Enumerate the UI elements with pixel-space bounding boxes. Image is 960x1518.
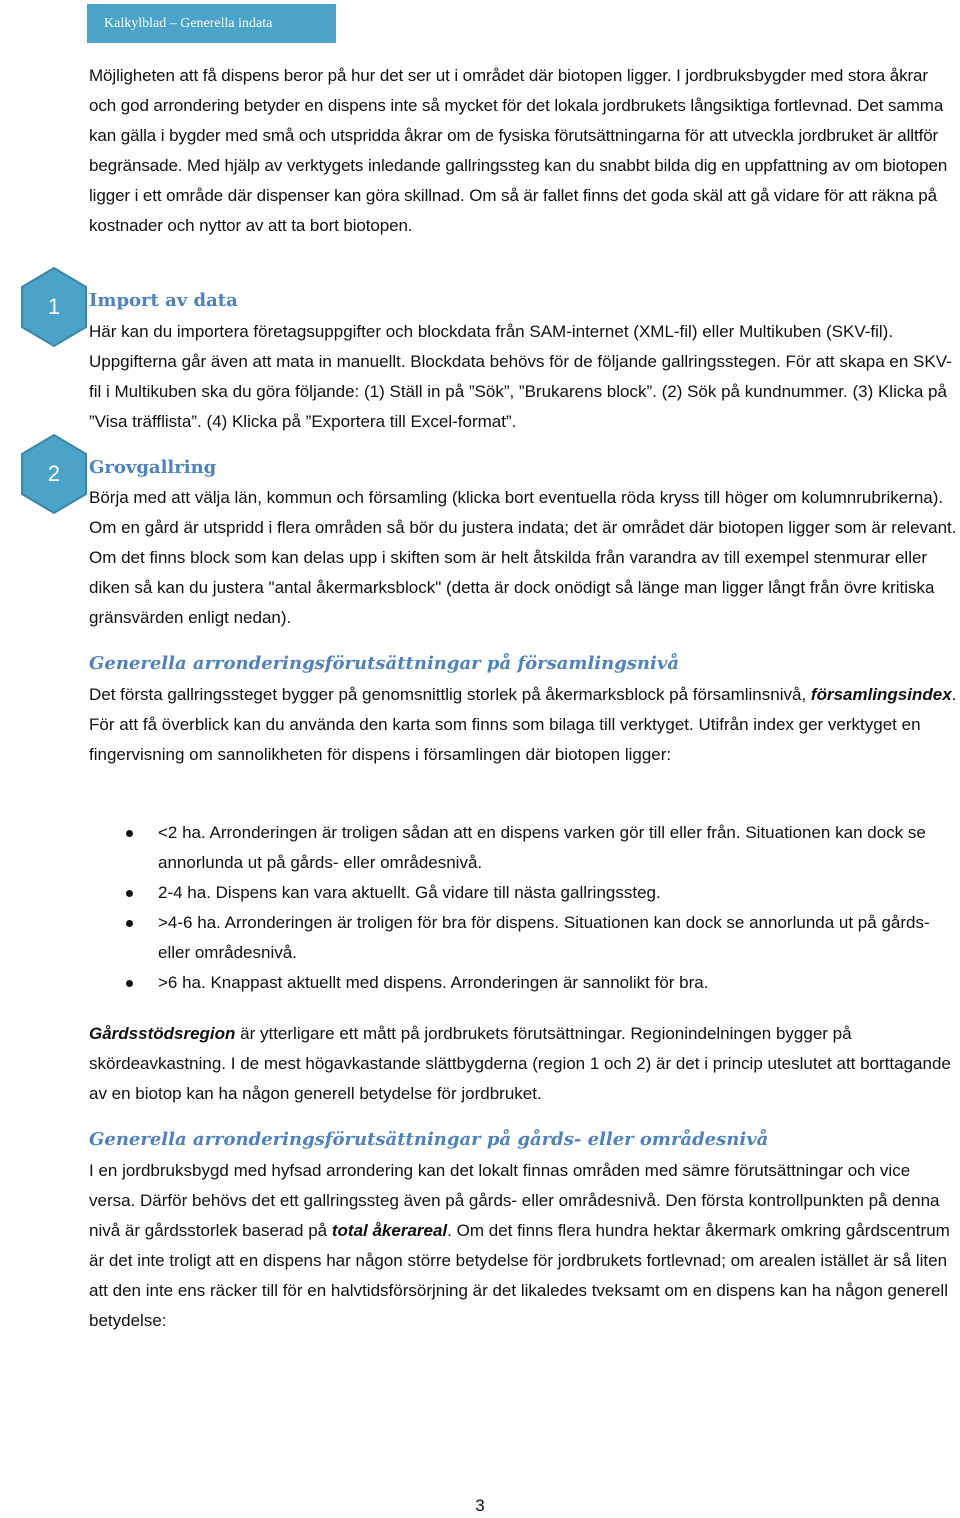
farm-text-before: I en jordbruksbygd med hyfsad arrondering kan det lokalt finnas områden med sämre förutsättningar och vice versa. Därför behövs det ett gallringssteg även på gårds- eller områdesnivå. Den första kontrollpunkten på denna nivå är gårdsstorlek baserad på: [89, 1161, 940, 1240]
list-item: [89, 968, 959, 998]
step-2-badge: [20, 433, 88, 515]
header-tab: [87, 4, 336, 43]
parish-index-list: [89, 818, 959, 998]
bullet-icon: [126, 980, 133, 987]
step-2-heading: Grovgallring: [89, 457, 217, 478]
step-2-number: 2: [47, 461, 61, 486]
bullet-icon: [126, 920, 133, 927]
step-1-badge: [20, 266, 88, 348]
step-2-text: Börja med att välja län, kommun och församling (klicka bort eventuella röda kryss till höger om kolumnrubrikerna). Om en gård är utspridd i flera områden så bör du justera indata; det är området där biotopen ligger som är relevant. Om det finns block som kan delas upp i skiften som är helt åtskilda från varandra av till exempel stenmurar eller diken så kan du justera "antal åkermarksblock" (detta är dock onödigt så länge man ligger långt från övre kritiska gränsvärden enligt nedan).: [89, 488, 957, 627]
step-1-number: 1: [47, 294, 61, 319]
farm-text-after: . Om det finns flera hundra hektar åkermark omkring gårdscentrum är det inte troligt att en dispens har någon större betydelse för jordbrukets fortlevnad; om arealen istället är så liten att den inte ens räcker till för en halvtidsförsörjning är det likaledes tveksamt om en dispens kan ha någon generell betydelse:: [89, 1221, 950, 1330]
region-paragraph: [89, 1019, 959, 1109]
region-text: är ytterligare ett mått på jordbrukets förutsättningar. Regionindelningen bygger på skördeavkastning. I de mest högavkastande slättbygderna (region 1 och 2) är det i princip uteslutet att borttagande av en biotop kan ha någon generell betydelse för jordbruket.: [89, 1024, 951, 1103]
page-number: 3: [475, 1496, 485, 1515]
parish-text-after: . För att få överblick kan du använda den karta som finns som bilaga till verktyget. Utifrån index ger verktyget en fingervisning om sannolikheten för dispens i församlingen där biotopen ligger:: [89, 685, 957, 764]
parish-emphasis: församlingsindex: [810, 685, 952, 704]
header-tab-label: Kalkylblad – Generella indata: [104, 16, 273, 31]
bullet-icon: [126, 830, 133, 837]
intro-paragraph: Möjligheten att få dispens beror på hur det ser ut i området där biotopen ligger. I jordbruksbygder med stora åkrar och god arrondering betyder en dispens inte så mycket för det lokala jordbrukets långsiktiga fortlevnad. Det samma kan gälla i bygder med små och utspridda åkrar om de fysiska förutsättningarna för att utveckla jordbruket är alltför begränsade. Med hjälp av verktygets inledande gallringssteg kan du snabbt bilda dig en uppfattning av om biotopen ligger i ett område där dispenser kan göra skillnad. Om så är fallet finns det goda skäl att gå vidare för att räkna på kostnader och nyttor av att ta bort biotopen.: [89, 66, 948, 235]
bullet-icon: [126, 890, 133, 897]
step-1-heading: Import av data: [89, 290, 238, 311]
list-item-text: <2 ha. Arronderingen är troligen sådan att en dispens varken gör till eller från. Situationen kan dock se annorlunda ut på gårds- eller områdesnivå.: [158, 823, 926, 872]
list-item-text: 2-4 ha. Dispens kan vara aktuellt. Gå vidare till nästa gallringssteg.: [158, 883, 661, 902]
list-item-text: >6 ha. Knappast aktuellt med dispens. Arronderingen är sannolikt för bra.: [158, 973, 709, 992]
list-item: [89, 818, 959, 878]
parish-text-before: Det första gallringssteget bygger på genomsnittlig storlek på åkermarksblock på församlinsnivå,: [89, 685, 811, 704]
farm-section-heading: Generella arronderingsförutsättningar på gårds- eller områdesnivå: [89, 1129, 769, 1150]
list-item: [89, 878, 959, 908]
parish-section-text: [89, 680, 959, 770]
region-emphasis: Gårdsstödsregion: [89, 1024, 236, 1043]
parish-section-heading: Generella arronderingsförutsättningar på församlingsnivå: [89, 653, 679, 674]
farm-emphasis: total åkerareal: [331, 1221, 448, 1240]
list-item-text: >4-6 ha. Arronderingen är troligen för bra för dispens. Situationen kan dock se annorlunda ut på gårds- eller områdesnivå.: [158, 913, 930, 962]
list-item: [89, 908, 959, 968]
step-1-text: Här kan du importera företagsuppgifter och blockdata från SAM-internet (XML-fil) eller Multikuben (SKV-fil). Uppgifterna går även att mata in manuellt. Blockdata behövs för de följande gallringsstegen. För att skapa en SKV-fil i Multikuben ska du göra följande: (1) Ställ in på ”Sök”, ”Brukarens block”. (2) Sök på kundnummer. (3) Klicka på ”Visa träfflista”. (4) Klicka på ”Exportera till Excel-format”.: [89, 322, 952, 431]
farm-section-text: [89, 1156, 959, 1336]
